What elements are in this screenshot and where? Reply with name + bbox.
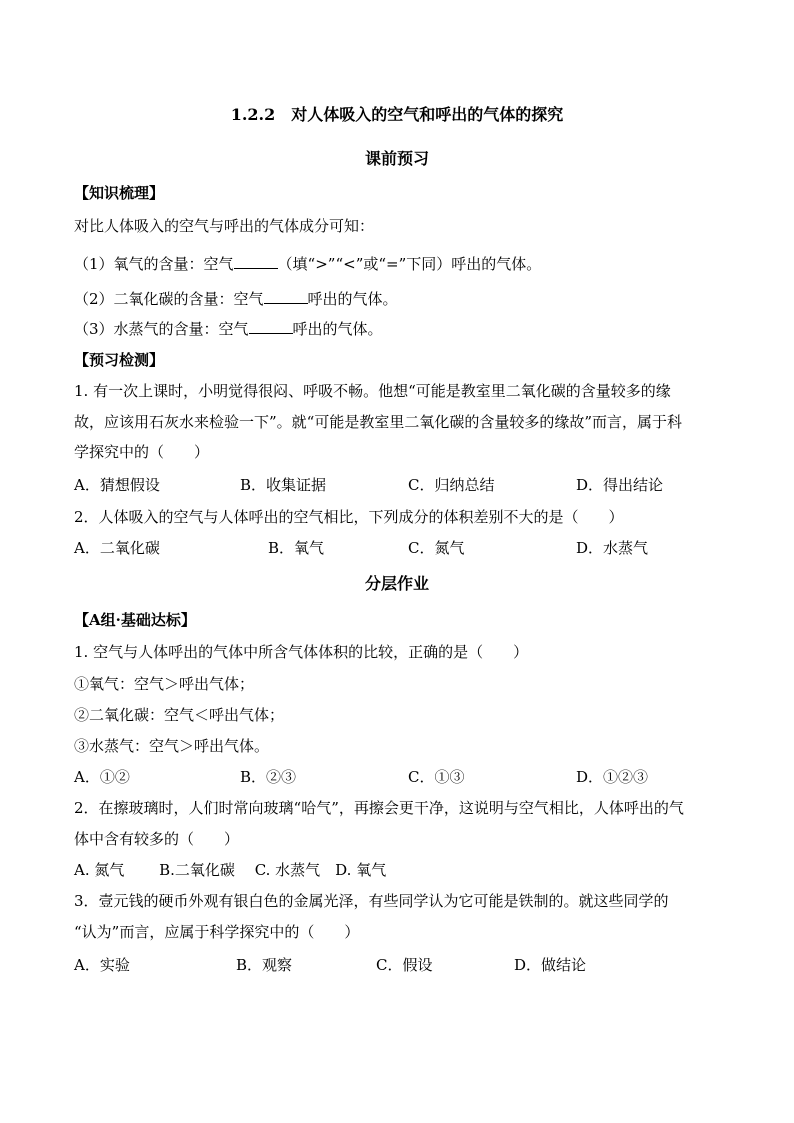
option-p2-d: D．水蒸气 (576, 539, 649, 557)
question-p1-line-1: 1. 有一次上课时，小明觉得很闷、呼吸不畅。他想“可能是教室里二氧化碳的含量较多的缘 (74, 382, 671, 400)
option-p2-a: A．二氧化碳 (74, 539, 160, 557)
knowledge-intro: 对比人体吸入的空气与呼出的气体成分可知： (74, 217, 375, 235)
option-a1-b: B．②③ (240, 768, 297, 786)
knowledge-item-2-prefix: （2）二氧化碳的含量：空气 (74, 290, 264, 308)
option-a3-b: B．观察 (236, 956, 293, 974)
question-a2-options: A. 氮气 B.二氧化碳 C. 水蒸气 D. 氧气 (74, 861, 387, 879)
option-p1-a: A．猜想假设 (74, 476, 160, 494)
question-a2-line-2: 体中含有较多的（ ） (74, 830, 240, 848)
knowledge-item-1-suffix: （填“>”“<”或“=”下同）呼出的气体。 (277, 255, 542, 273)
knowledge-item-1-prefix: （1）氧气的含量：空气 (74, 255, 234, 273)
question-p2-line-1: 2．人体吸入的空气与人体呼出的空气相比，下列成分的体积差别不大的是（ ） (74, 508, 624, 526)
knowledge-item-3-suffix: 呼出的气体。 (292, 320, 383, 338)
option-a1-a: A．①② (74, 768, 130, 786)
answer-blank[interactable] (249, 318, 293, 334)
section-title-homework: 分层作业 (364, 574, 429, 593)
option-a1-d: D．①②③ (576, 768, 649, 786)
knowledge-item-2 (74, 288, 398, 309)
document-title: 1.2.2 对人体吸入的空气和呼出的气体的探究 (230, 105, 564, 124)
section-title-preview: 课前预习 (364, 149, 429, 168)
knowledge-item-1 (74, 253, 541, 274)
knowledge-item-3-prefix: （3）水蒸气的含量：空气 (74, 320, 249, 338)
question-a1-item-3: ③水蒸气：空气＞呼出气体。 (74, 737, 270, 755)
knowledge-heading: 【知识梳理】 (74, 184, 165, 202)
question-a3-line-1: 3．壹元钱的硬币外观有银白色的金属光泽，有些同学认为它可能是铁制的。就这些同学的 (74, 892, 669, 910)
option-p2-b: B．氧气 (268, 539, 325, 557)
question-p1-line-2: 故，应该用石灰水来检验一下”。就“可能是教室里二氧化碳的含量较多的缘故”而言，属于科 (74, 413, 683, 431)
option-a3-d: D．做结论 (514, 956, 587, 974)
question-a2-line-1: 2．在擦玻璃时，人们时常向玻璃“哈气”，再擦会更干净，这说明与空气相比，人体呼出的气 (74, 799, 684, 817)
question-a3-line-2: “认为”而言，应属于科学探究中的（ ） (74, 923, 360, 941)
group-a-heading: 【A组·基础达标】 (74, 611, 196, 629)
option-p1-c: C．归纳总结 (408, 476, 495, 494)
knowledge-item-2-suffix: 呼出的气体。 (307, 290, 398, 308)
question-a1-line-1: 1. 空气与人体呼出的气体中所含气体体积的比较，正确的是（ ） (74, 643, 529, 661)
option-a3-a: A．实验 (74, 956, 130, 974)
option-a1-c: C．①③ (408, 768, 465, 786)
knowledge-item-3 (74, 318, 383, 339)
answer-blank[interactable] (264, 288, 308, 304)
question-a1-item-1: ①氧气：空气＞呼出气体； (74, 675, 255, 693)
question-a1-item-2: ②二氧化碳：空气＜呼出气体； (74, 706, 285, 724)
option-p2-c: C．氮气 (408, 539, 465, 557)
option-a3-c: C．假设 (376, 956, 433, 974)
preview-check-heading: 【预习检测】 (74, 351, 165, 369)
answer-blank[interactable] (234, 253, 278, 269)
option-p1-d: D．得出结论 (576, 476, 664, 494)
option-p1-b: B．收集证据 (240, 476, 327, 494)
question-p1-line-3: 学探究中的（ ） (74, 443, 210, 461)
